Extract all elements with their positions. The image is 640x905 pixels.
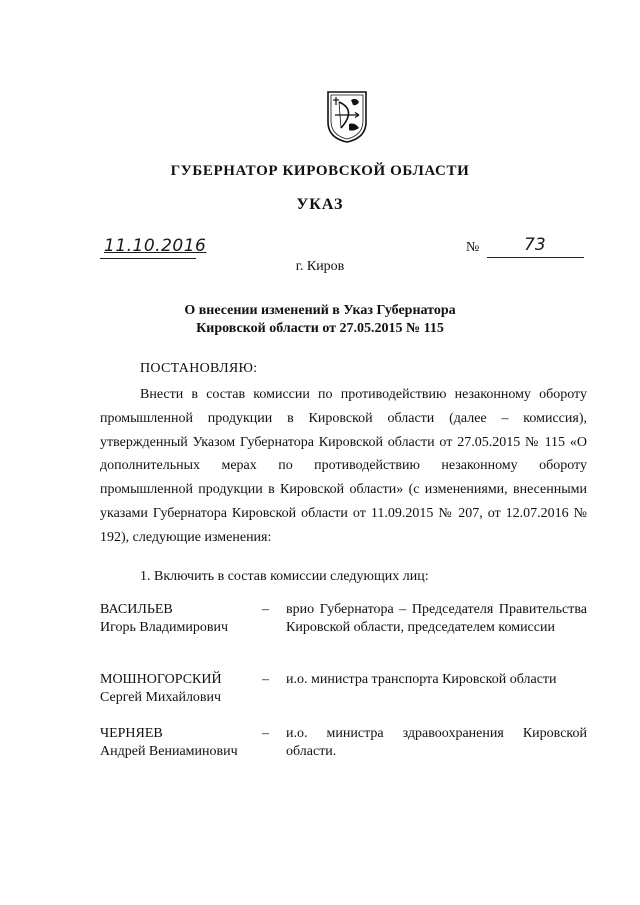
decree-subject: [0, 302, 640, 338]
city: г. Киров: [295, 259, 345, 274]
member-given-name: Игорь Владимирович: [100, 620, 229, 635]
member-role: и.о. министра здравоохранения Кировской области.: [286, 726, 587, 759]
item-1: 1. Включить в состав комиссии следующих лиц:: [140, 569, 429, 584]
member-dash: –: [262, 602, 269, 617]
member-dash: –: [262, 672, 269, 687]
member-role: врио Губернатора – Председателя Правительства Кировской области, председателем комиссии: [286, 602, 587, 635]
document-type: УКАЗ: [296, 196, 344, 213]
member-name: [100, 601, 260, 637]
member-given-name: Сергей Михайлович: [100, 690, 222, 705]
member-name: [100, 671, 260, 707]
member-row: [100, 671, 590, 725]
members-list: [100, 601, 590, 779]
member-surname: МОШНОГОРСКИЙ: [100, 672, 222, 687]
body-paragraph: Внести в состав комиссии по противодействию незаконному обороту промышленной продукции в Кировской области (далее – комиссия), утвержденный Указом Губернатора Кировской области от 27.05.2015 № 115 «О дополнительных мерах по противодействию незаконному обороту промышленной продукции в Кировской области» (с изменениями, внесенными указами Губернатора Кировской области от 11.09.2015 № 207, от 12.07.2016 № 192), следующие изменения:: [100, 387, 587, 545]
member-name: [100, 725, 260, 761]
subject-line-1: О внесении изменений в Указ Губернатора: [184, 303, 456, 318]
handwritten-number: 73: [524, 235, 546, 255]
decree-word: ПОСТАНОВЛЯЮ:: [140, 361, 258, 376]
handwritten-date: 11.10.2016: [104, 236, 207, 256]
member-row: [100, 601, 590, 671]
coat-of-arms-icon: [325, 88, 369, 144]
org-title: ГУБЕРНАТОР КИРОВСКОЙ ОБЛАСТИ: [170, 163, 470, 179]
member-given-name: Андрей Вениаминович: [100, 744, 238, 759]
member-role: и.о. министра транспорта Кировской области: [286, 672, 557, 687]
member-surname: ЧЕРНЯЕВ: [100, 726, 163, 741]
subject-line-2: Кировской области от 27.05.2015 № 115: [196, 321, 444, 336]
member-dash: –: [262, 726, 269, 741]
number-label: №: [466, 240, 480, 255]
body-text: [100, 383, 587, 550]
member-row: [100, 725, 590, 779]
member-surname: ВАСИЛЬЕВ: [100, 602, 173, 617]
